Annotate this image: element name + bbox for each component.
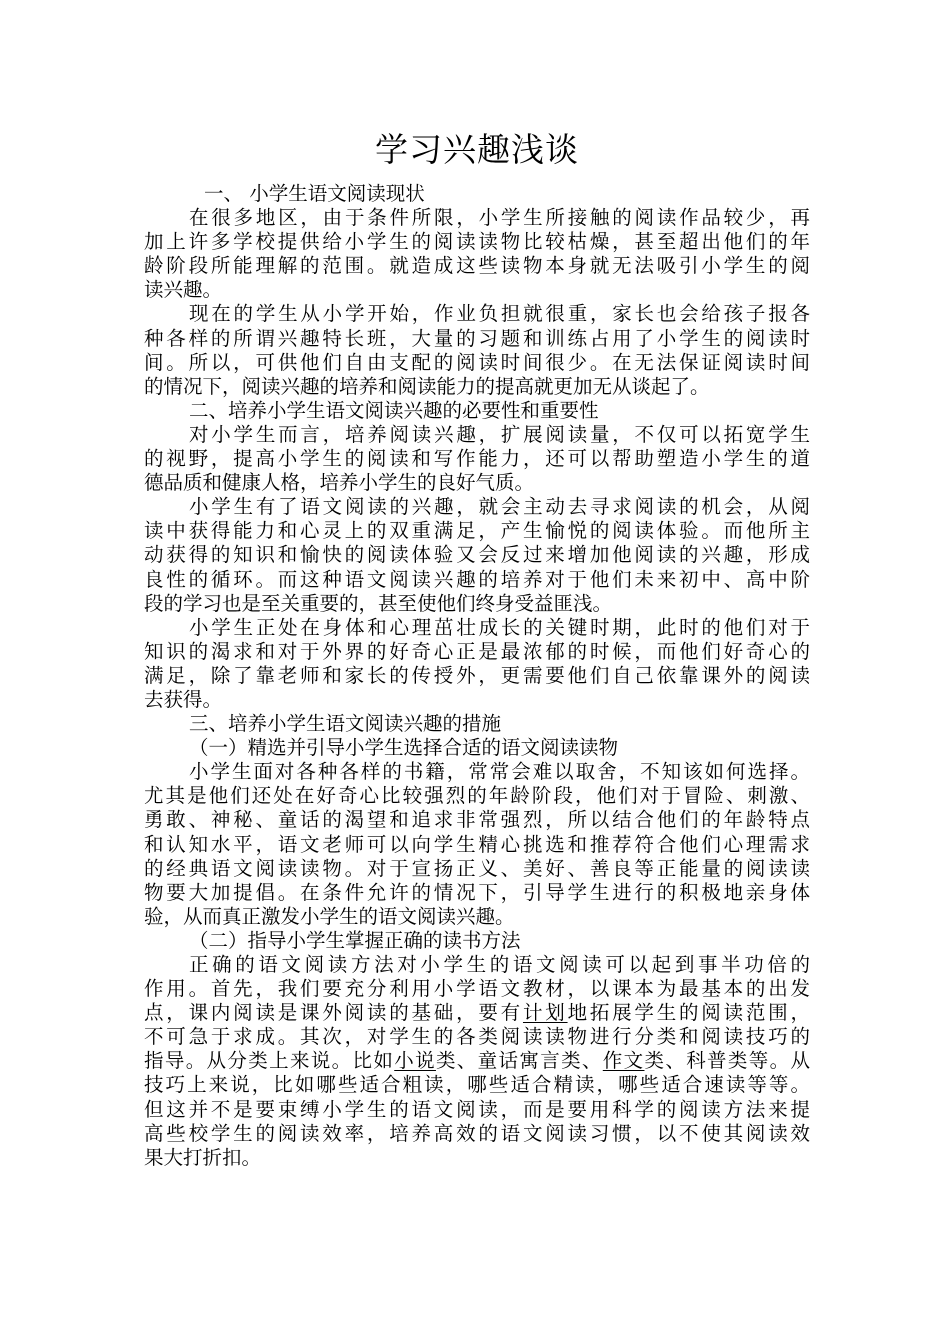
text-run: 类、童话寓言类、	[435, 1049, 603, 1073]
paragraph-line: 果大打折扣。	[144, 1145, 262, 1169]
paragraph-line: 德品质和健康人格，培养小学生的良好气质。	[144, 471, 535, 495]
text-run: 点，课内阅读是课外阅读的基础，要有	[144, 1001, 523, 1025]
paragraph-line: 小学生面对各种各样的书籍，常常会难以取舍，不知该如何选择。	[189, 760, 810, 784]
paragraph-line: 读中获得能力和心灵上的双重满足，产生愉悦的阅读体验。而他所主	[144, 519, 810, 543]
paragraph-1	[144, 206, 810, 302]
paragraph-line: 读兴趣。	[144, 278, 223, 302]
paragraph-line: 勇敢、神秘、童话的渴望和追求非常强烈，所以结合他们的年龄特点	[144, 808, 810, 832]
paragraph-line: 良性的循环。而这种语文阅读兴趣的培养对于他们未来初中、高中阶	[144, 567, 810, 591]
text-run: 类、科普类等。从	[644, 1049, 810, 1073]
paragraph-line: 不可急于求成。其次，对学生的各类阅读读物进行分类和阅读技巧的	[144, 1025, 810, 1049]
subsection-heading-1: （一）精选并引导小学生选择合适的语文阅读读物	[189, 736, 619, 760]
paragraph-line	[144, 1001, 810, 1025]
paragraph-line: 在很多地区，由于条件所限，小学生所接触的阅读作品较少，再	[189, 206, 810, 230]
paragraph-line: 小学生正处在身体和心理茁壮成长的关键时期，此时的他们对于	[189, 615, 810, 639]
paragraph-line: 作用。首先，我们要充分利用小学语文教材，以课本为最基本的出发	[144, 977, 810, 1001]
paragraph-line: 和认知水平，语文老师可以向学生精心挑选和推荐符合他们心理需求	[144, 832, 810, 856]
paragraph-line: 种各样的所谓兴趣特长班，大量的习题和训练占用了小学生的阅读时	[144, 326, 810, 350]
section-heading-3: 三、培养小学生语文阅读兴趣的措施	[189, 712, 502, 736]
link-novel[interactable]: 小说	[394, 1049, 436, 1073]
paragraph-line: 物要大加提倡。在条件允许的情况下，引导学生进行的积极地亲身体	[144, 880, 810, 904]
paragraph-line: 对小学生而言，培养阅读兴趣，扩展阅读量，不仅可以拓宽学生	[189, 422, 810, 446]
paragraph-line: 正确的语文阅读方法对小学生的语文阅读可以起到事半功倍的	[189, 953, 810, 976]
paragraph-line: 动获得的知识和愉快的阅读体验又会反过来增加他阅读的兴趣，形成	[144, 543, 810, 567]
paragraph-line: 间。所以，可供他们自由支配的阅读时间很少。在无法保证阅读时间	[144, 350, 810, 374]
paragraph-line: 的经典语文阅读读物。对于宣扬正义、美好、善良等正能量的阅读读	[144, 856, 810, 880]
section-heading-1: 一、 小学生语文阅读现状	[204, 182, 425, 205]
paragraph-line: 但这并不是要束缚小学生的语文阅读，而是要用科学的阅读方法来提	[144, 1097, 810, 1121]
link-plan[interactable]: 计划	[522, 1001, 568, 1025]
paragraph-line: 满足，除了靠老师和家长的传授外，更需要他们自己依靠课外的阅读	[144, 663, 810, 687]
paragraph-2	[144, 302, 810, 398]
document-page	[144, 128, 810, 1170]
paragraph-line	[144, 1049, 810, 1073]
paragraph-3	[144, 423, 810, 495]
paragraph-line: 去获得。	[144, 687, 223, 711]
paragraph-line: 龄阶段所能理解的范围。就造成这些读物本身就无法吸引小学生的阅	[144, 254, 810, 278]
link-composition[interactable]: 作文	[602, 1049, 645, 1073]
paragraph-6	[144, 760, 810, 929]
text-run: 指导。从分类上来说。比如	[144, 1049, 395, 1073]
paragraph-line: 的视野，提高小学生的阅读和写作能力，还可以帮助塑造小学生的道	[144, 447, 810, 471]
paragraph-4	[144, 495, 810, 615]
paragraph-line: 段的学习也是至关重要的，甚至使他们终身受益匪浅。	[144, 591, 613, 615]
section-heading-2: 二、培养小学生语文阅读兴趣的必要性和重要性	[189, 398, 599, 422]
paragraph-line: 验，从而真正激发小学生的语文阅读兴趣。	[144, 904, 515, 928]
paragraph-line: 小学生有了语文阅读的兴趣，就会主动去寻求阅读的机会，从阅	[189, 495, 810, 519]
text-run: 地拓展学生的阅读范围，	[567, 1001, 810, 1025]
paragraph-line: 现在的学生从小学开始，作业负担就很重，家长也会给孩子报各	[189, 302, 810, 326]
paragraph-line: 的情况下，阅读兴趣的培养和阅读能力的提高就更加无从谈起了。	[144, 374, 710, 398]
paragraph-7	[144, 953, 810, 1170]
paragraph-5	[144, 616, 810, 712]
paragraph-line: 加上许多学校提供给小学生的阅读读物比较枯燥，甚至超出他们的年	[144, 230, 810, 254]
document-title: 学习兴趣浅谈	[375, 130, 579, 169]
paragraph-line: 尤其是他们还处在好奇心比较强烈的年龄阶段，他们对于冒险、刺激、	[144, 784, 810, 808]
paragraph-line: 知识的渴求和对于外界的好奇心正是最浓郁的时候，而他们好奇心的	[144, 639, 810, 663]
paragraph-line: 技巧上来说，比如哪些适合粗读，哪些适合精读，哪些适合速读等等。	[144, 1073, 810, 1097]
subsection-heading-2: （二）指导小学生掌握正确的读书方法	[189, 928, 521, 952]
paragraph-line: 高些校学生的阅读效率，培养高效的语文阅读习惯，以不使其阅读效	[144, 1121, 810, 1145]
